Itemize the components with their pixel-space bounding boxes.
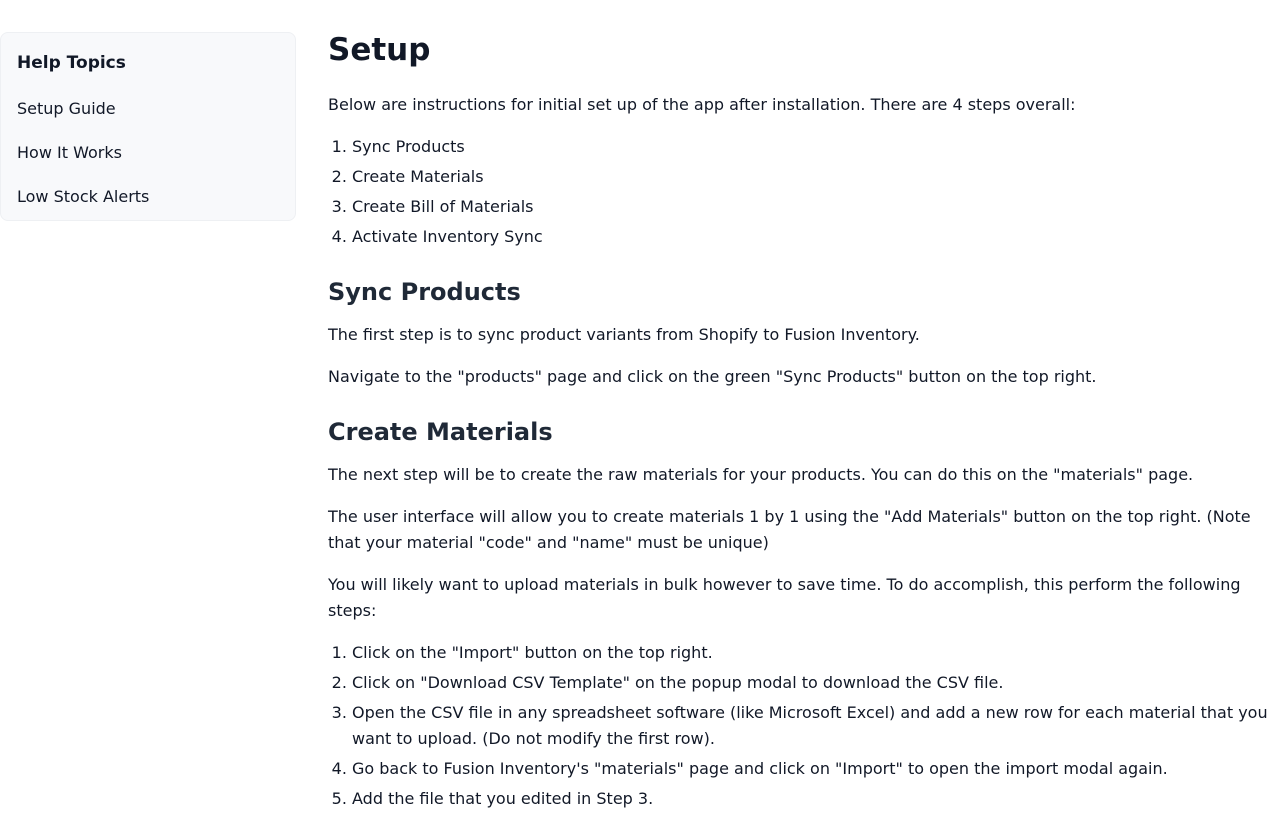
section-heading-create-materials: Create Materials xyxy=(328,418,553,446)
sidebar-item-how-it-works[interactable]: How It Works xyxy=(17,143,122,162)
paragraph: You will likely want to upload materials in bulk however to save time. To do accomplish, this perform the following steps: xyxy=(328,575,1241,620)
list-item: 2. Create Materials xyxy=(352,164,1280,190)
help-content xyxy=(328,30,1280,828)
list-item: 1. Click on the "Import" button on the top right. xyxy=(352,640,1280,666)
list-item: 3. Create Bill of Materials xyxy=(352,194,1280,220)
list-item: 5. Add the file that you edited in Step 3. xyxy=(352,786,1280,812)
list-item: 2. Click on "Download CSV Template" on the popup modal to download the CSV file. xyxy=(352,670,1280,696)
paragraph: The next step will be to create the raw materials for your products. You can do this on the "materials" page. xyxy=(328,465,1194,484)
page-title: Setup xyxy=(328,32,431,68)
help-topics-sidebar xyxy=(0,32,296,221)
list-item: 3. Open the CSV file in any spreadsheet software (like Microsoft Excel) and add a new row for each material that you want to upload. (Do not modify the first row). xyxy=(352,700,1280,752)
intro-paragraph: Below are instructions for initial set up of the app after installation. There are 4 steps overall: xyxy=(328,95,1076,114)
sidebar-item-setup-guide[interactable]: Setup Guide xyxy=(17,99,116,118)
list-item: 1. Sync Products xyxy=(352,134,1280,160)
paragraph: The user interface will allow you to create materials 1 by 1 using the "Add Materials" button on the top right. (Note that your material "code" and "name" must be unique) xyxy=(328,507,1251,552)
sidebar-item-low-stock-alerts[interactable]: Low Stock Alerts xyxy=(17,187,150,206)
section-heading-sync-products: Sync Products xyxy=(328,278,521,306)
list-item: 4. Go back to Fusion Inventory's "materials" page and click on "Import" to open the import modal again. xyxy=(352,756,1280,782)
list-item: 4. Activate Inventory Sync xyxy=(352,224,1280,250)
overview-steps-list xyxy=(328,134,1280,250)
paragraph: The first step is to sync product variants from Shopify to Fusion Inventory. xyxy=(328,325,920,344)
paragraph: Navigate to the "products" page and click on the green "Sync Products" button on the top right. xyxy=(328,367,1097,386)
sidebar-title: Help Topics xyxy=(17,53,126,73)
import-steps-list xyxy=(328,640,1280,812)
sidebar-list xyxy=(17,89,279,217)
